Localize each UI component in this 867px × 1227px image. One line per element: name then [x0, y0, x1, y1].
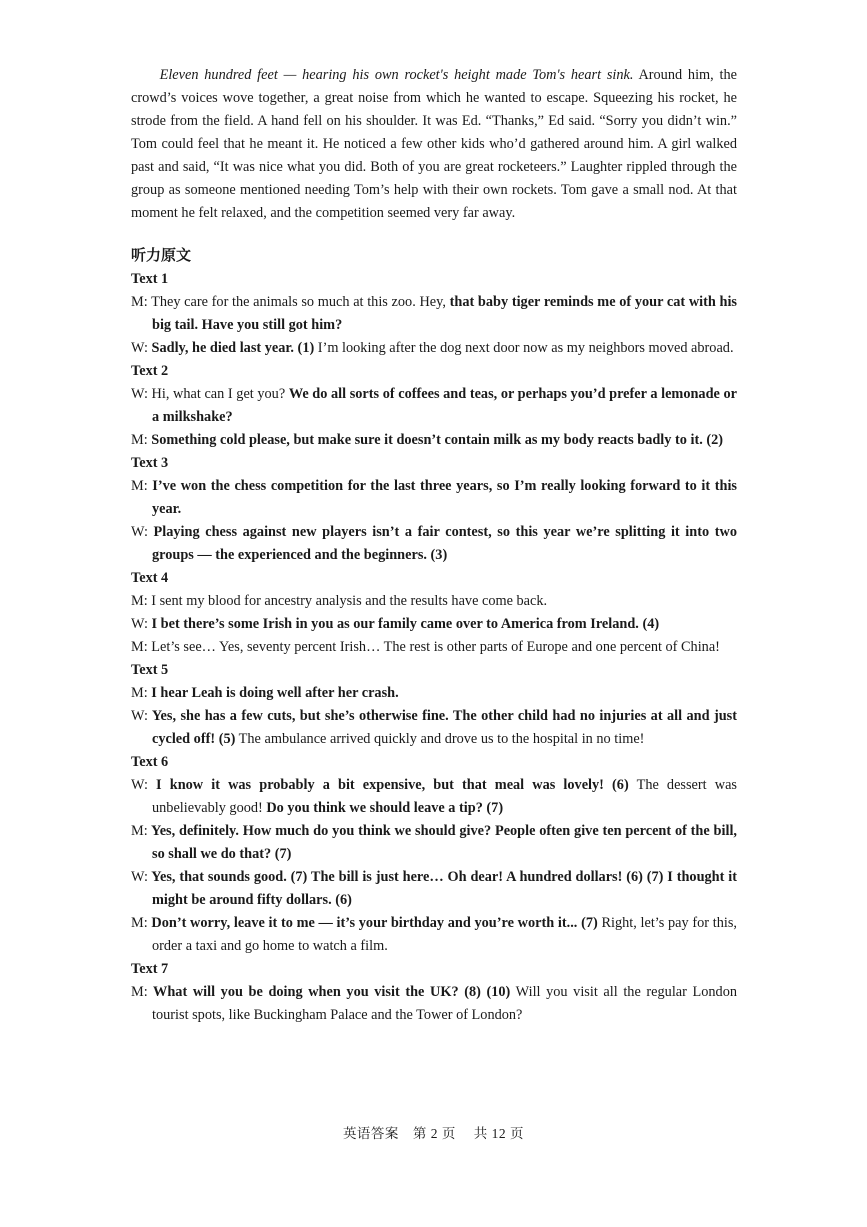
story-paragraph: [131, 64, 737, 225]
speaker-label: W:: [131, 869, 148, 885]
speaker-label: M:: [131, 593, 148, 609]
dialogue-line: [131, 636, 737, 659]
dialogue-line: [131, 429, 737, 452]
answer-clue-text: Don’t worry, leave it to me — it’s your birthday and you’re worth it... (7): [147, 915, 598, 931]
dialogue-text: Right, let’s pay for this, order a taxi and go home to watch a film.: [152, 915, 737, 954]
text-label: Text 5: [131, 662, 169, 678]
page-footer: 英语答案 第 2 页 共 12 页: [342, 1126, 525, 1141]
listening-script-heading: 听力原文: [131, 248, 192, 264]
story-italic-sentence: Eleven hundred feet — hearing his own rocket's height made Tom's heart sink.: [159, 67, 634, 83]
dialogue-line: [131, 291, 737, 337]
dialogue-text: Let’s see… Yes, seventy percent Irish… The rest is other parts of Europe and one percent of China!: [147, 639, 720, 655]
speaker-label: W:: [131, 386, 148, 402]
speaker-label: W:: [131, 708, 148, 724]
answer-clue-text: I bet there’s some Irish in you as our family came over to America from Ireland. (4): [147, 616, 660, 632]
dialogue-line: [131, 337, 737, 360]
text-label: Text 1: [131, 271, 169, 287]
dialogue-line: [131, 383, 737, 429]
text-label: Text 7: [131, 961, 169, 977]
answer-clue-text: Playing chess against new players isn’t a fair contest, so this year we’re splitting it into two groups — the experienced and the beginners. (3): [147, 524, 737, 563]
page-content: [131, 64, 737, 1027]
dialogue-line: [131, 682, 737, 705]
dialogue-text: I sent my blood for ancestry analysis and the results have come back.: [147, 593, 548, 609]
dialogue-line: [131, 521, 737, 567]
speaker-label: W:: [131, 777, 148, 793]
dialogue-line: [131, 590, 737, 613]
dialogue-text: They care for the animals so much at this zoo. Hey,: [147, 294, 450, 310]
speaker-label: M:: [131, 432, 148, 448]
speaker-label: M:: [131, 639, 148, 655]
answer-clue-text: Sadly, he died last year. (1): [147, 340, 315, 356]
speaker-label: M:: [131, 685, 148, 701]
dialogue-line: [131, 981, 737, 1027]
answer-clue-text: Yes, she has a few cuts, but she’s otherwise fine. The other child had no injuries at all and just cycled off! (5): [147, 708, 737, 747]
speaker-label: W:: [131, 524, 148, 540]
dialogue-line: [131, 774, 737, 820]
dialogue-line: [131, 705, 737, 751]
speaker-label: M:: [131, 984, 148, 1000]
dialogue-text: Hi, what can I get you?: [147, 386, 289, 402]
dialogue-line: [131, 613, 737, 636]
answer-clue-text: I know it was probably a bit expensive, but that meal was lovely! (6): [147, 777, 629, 793]
dialogue-line: [131, 866, 737, 912]
text-label: Text 6: [131, 754, 169, 770]
dialogue-line: [131, 912, 737, 958]
answer-clue-text: that baby tiger reminds me of your cat with his big tail. Have you still got him?: [152, 294, 737, 333]
dialogue-text: The ambulance arrived quickly and drove us to the hospital in no time!: [235, 731, 645, 747]
answer-clue-text: Something cold please, but make sure it doesn’t contain milk as my body reacts badly to it. (2): [147, 432, 724, 448]
listening-texts: [131, 268, 737, 1027]
speaker-label: M:: [131, 915, 148, 931]
answer-clue-text: Yes, definitely. How much do you think we should give? People often give ten percent of the bill, so shall we do that? (7): [147, 823, 737, 862]
speaker-label: M:: [131, 294, 148, 310]
speaker-label: W:: [131, 616, 148, 632]
dialogue-text: I’m looking after the dog next door now as my neighbors moved abroad.: [314, 340, 734, 356]
text-label: Text 4: [131, 570, 169, 586]
answer-clue-text: I’ve won the chess competition for the last three years, so I’m really looking forward to it this year.: [147, 478, 737, 517]
dialogue-text: Will you visit all the regular London tourist spots, like Buckingham Palace and the Tower of London?: [152, 984, 737, 1023]
answer-clue-text: Do you think we should leave a tip? (7): [266, 800, 504, 816]
story-text: Around him, the crowd’s voices wove together, a great noise from which he wanted to escape. Squeezing his rocket, he strode from the field. A hand fell on his shoulder. It was Ed. “Thanks,” Ed said. “Sorry you didn’t win.” Tom could feel that he meant it. He noticed a few other kids who’d gathered around him. A girl walked past and said, “It was nice what you did. Both of you are great rocketeers.” Laughter rippled through the group as someone mentioned needing Tom’s help with their own rockets. Tom gave a small nod. At that moment he felt relaxed, and the competition seemed very far away.: [131, 67, 737, 221]
answer-clue-text: I hear Leah is doing well after her crash.: [147, 685, 399, 701]
dialogue-line: [131, 475, 737, 521]
text-label: Text 2: [131, 363, 169, 379]
text-label: Text 3: [131, 455, 169, 471]
answer-clue-text: Yes, that sounds good. (7) The bill is just here… Oh dear! A hundred dollars! (6) (7) I thought it might be around fifty dollars. (6): [147, 869, 737, 908]
answer-clue-text: What will you be doing when you visit the UK? (8) (10): [147, 984, 511, 1000]
speaker-label: W:: [131, 340, 148, 356]
dialogue-text: The dessert was unbelievably good!: [152, 777, 737, 816]
answer-clue-text: We do all sorts of coffees and teas, or perhaps you’d prefer a lemonade or a milkshake?: [152, 386, 737, 425]
dialogue-line: [131, 820, 737, 866]
speaker-label: M:: [131, 823, 148, 839]
speaker-label: M:: [131, 478, 148, 494]
